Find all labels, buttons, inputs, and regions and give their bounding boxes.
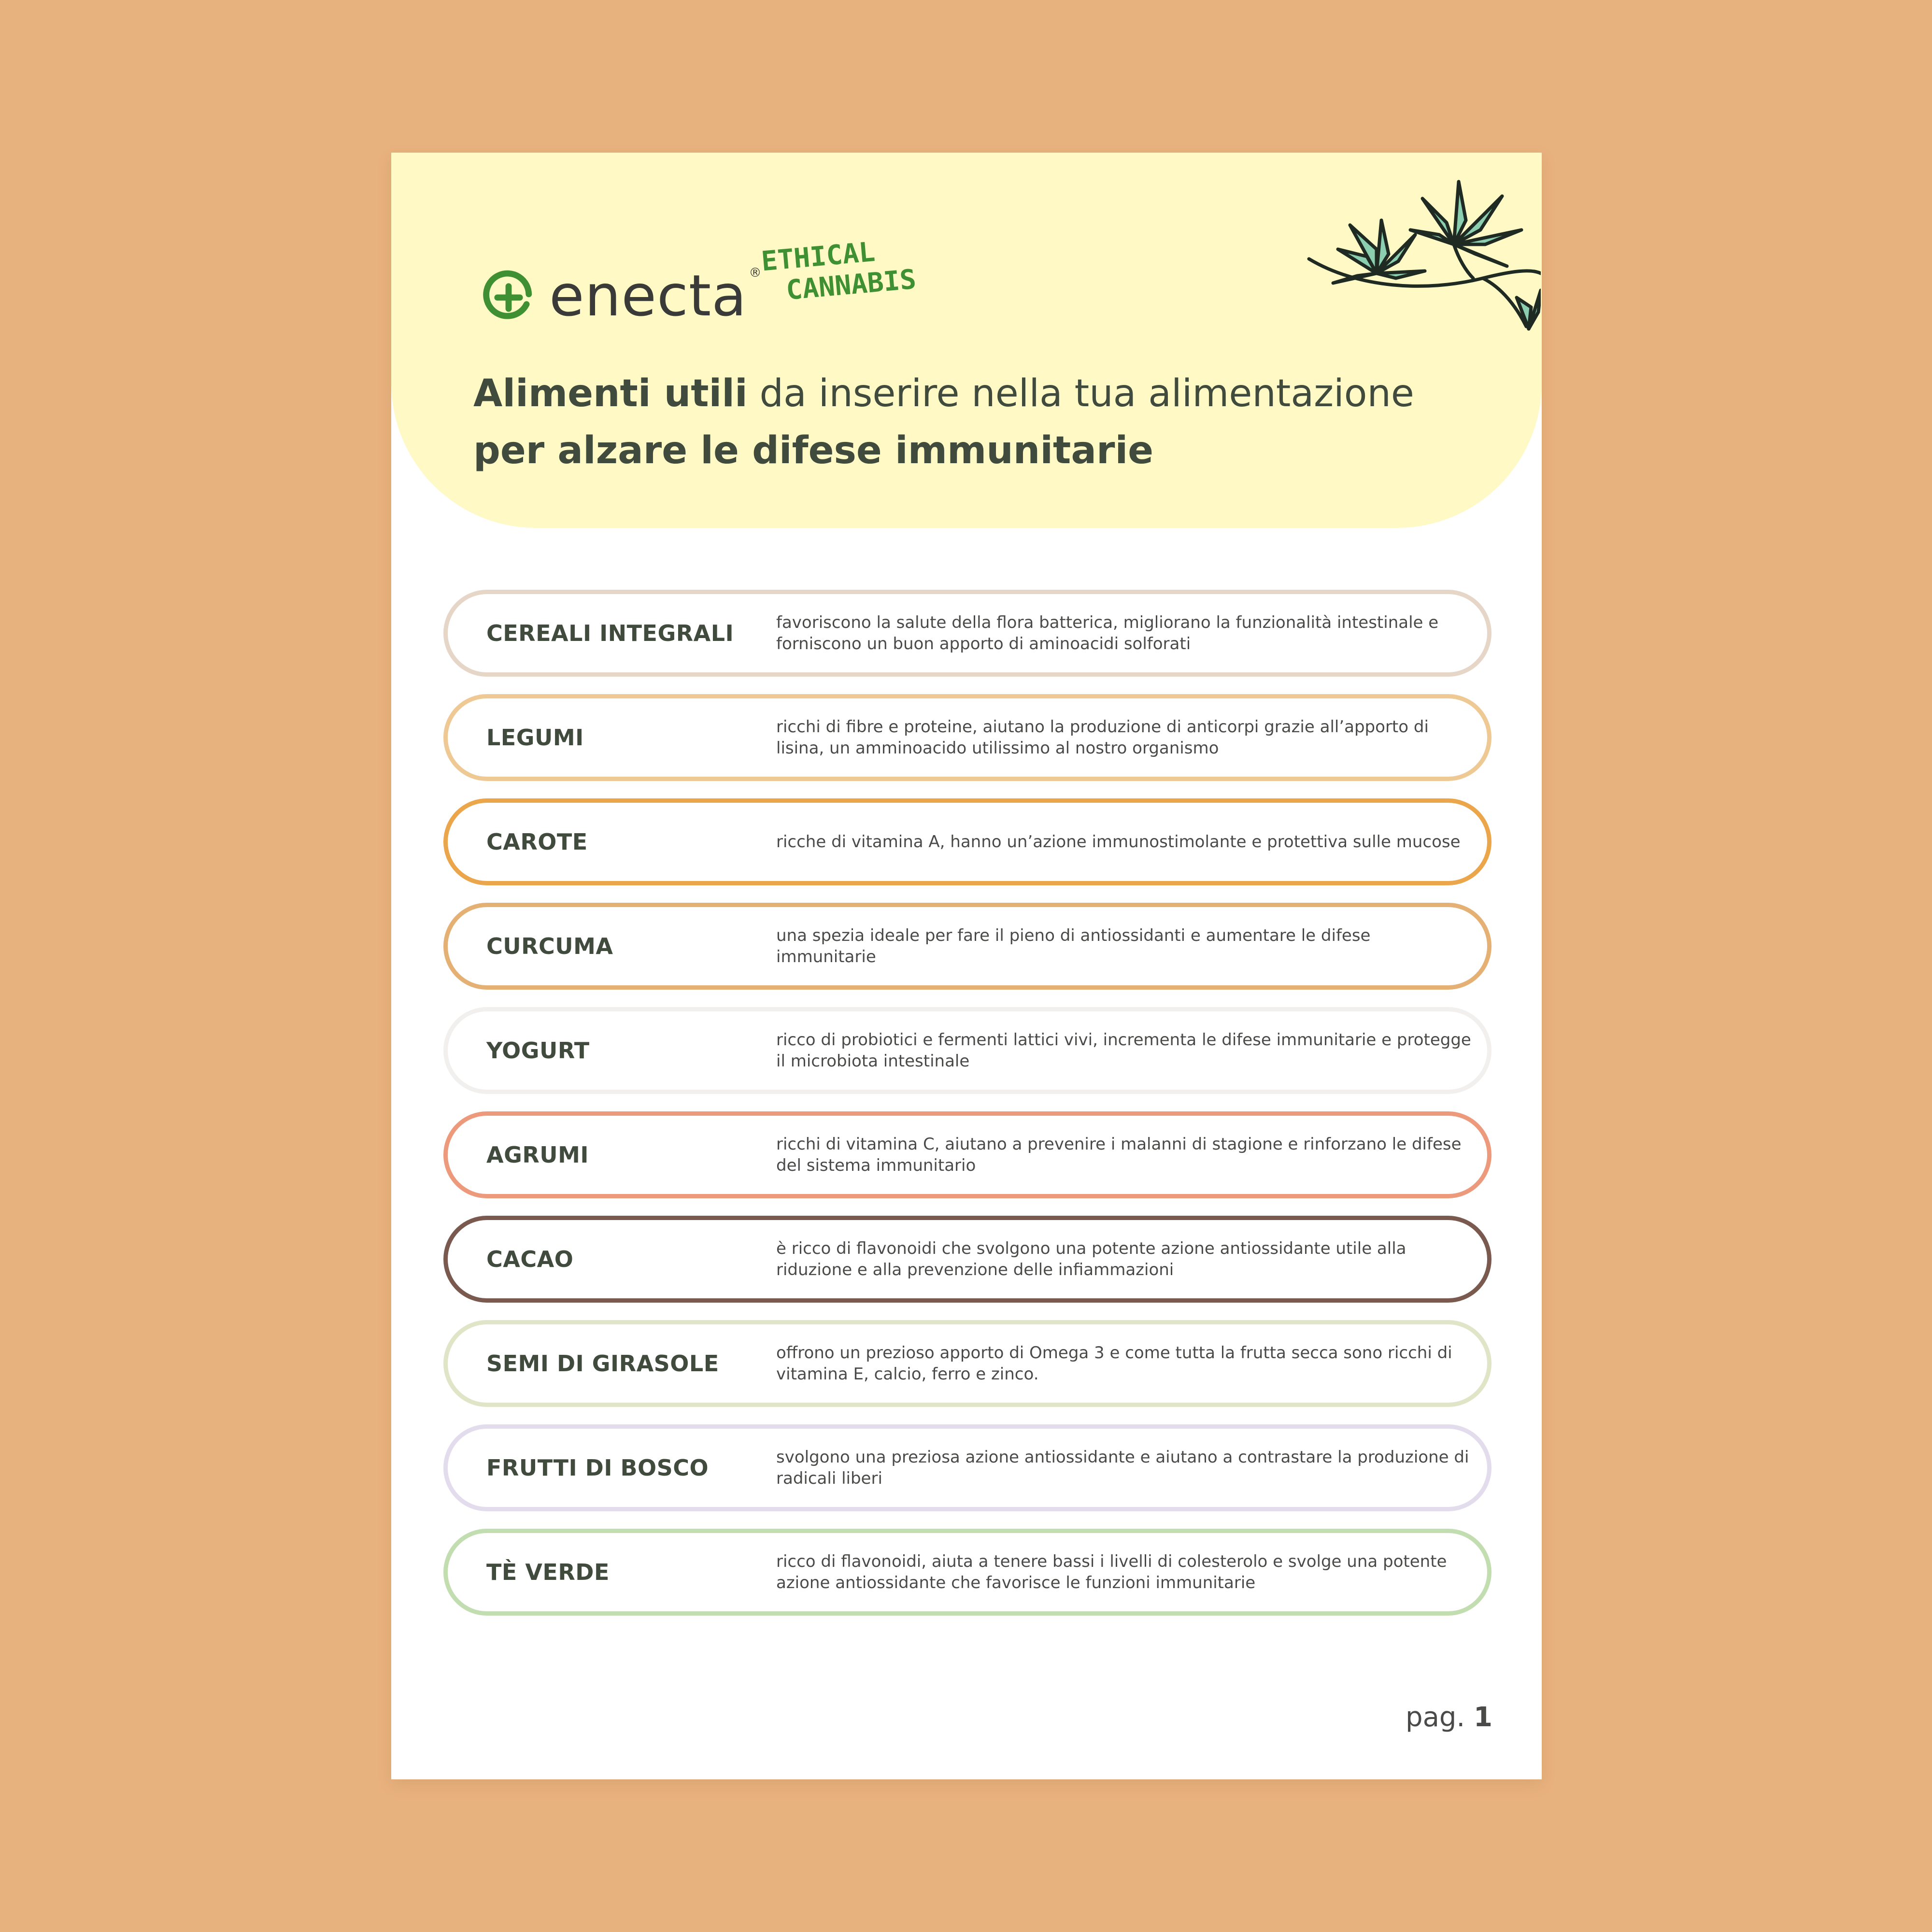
title-line-2 xyxy=(473,422,1488,479)
cannabis-leaves-icon xyxy=(1299,162,1541,346)
food-name: YOGURT xyxy=(486,1037,590,1064)
food-name: CEREALI INTEGRALI xyxy=(486,620,734,646)
food-description: ricco di probiotici e fermenti lattici vivi, incrementa le difese immunitarie e protegge il microbiota intestinale xyxy=(776,1030,1471,1071)
food-description: ricchi di vitamina C, aiutano a prevenire i malanni di stagione e rinforzano le difese del sistema immunitario xyxy=(776,1135,1462,1175)
food-name: CURCUMA xyxy=(486,933,613,959)
page-label: pag. xyxy=(1406,1702,1474,1733)
page-number xyxy=(1406,1702,1492,1733)
tagline-line-2: CANNABIS xyxy=(784,263,918,307)
food-row xyxy=(443,590,1492,677)
food-row xyxy=(443,798,1492,885)
page-number-value: 1 xyxy=(1474,1702,1492,1733)
food-row xyxy=(443,694,1492,781)
food-description: favoriscono la salute della flora batterica, migliorano la funzionalità intestinale e forniscono un buon apporto di aminoacidi solforati xyxy=(776,613,1439,653)
food-name: SEMI DI GIRASOLE xyxy=(486,1350,719,1377)
food-description: ricchi di fibre e proteine, aiutano la produzione di anticorpi grazie all’apporto di lisina, un amminoacido utilissimo al nostro organismo xyxy=(776,717,1429,758)
food-row xyxy=(443,1529,1492,1616)
document-page xyxy=(391,153,1542,1779)
food-row xyxy=(443,1007,1492,1094)
food-name: LEGUMI xyxy=(486,724,584,751)
food-description: una spezia ideale per fare il pieno di antiossidanti e aumentare le difese immunitarie xyxy=(776,926,1371,966)
title-regular-1: da inserire nella tua alimentazione xyxy=(747,372,1414,415)
food-name: TÈ VERDE xyxy=(486,1559,610,1585)
title-bold-2: per alzare le difese immunitarie xyxy=(473,429,1154,472)
food-row xyxy=(443,1111,1492,1198)
title-bold-1: Alimenti utili xyxy=(473,372,748,415)
food-description: è ricco di flavonoidi che svolgono una potente azione antiossidante utile alla riduzione e alla prevenzione delle infiammazioni xyxy=(776,1239,1406,1279)
food-name: CAROTE xyxy=(486,829,588,855)
food-description: ricco di flavonoidi, aiuta a tenere bassi i livelli di colesterolo e svolge una potente azione antiossidante che favorisce le funzioni immunitarie xyxy=(776,1552,1447,1592)
page-title xyxy=(473,365,1488,479)
food-row xyxy=(443,1320,1492,1407)
food-name: FRUTTI DI BOSCO xyxy=(486,1455,709,1481)
registered-mark: ® xyxy=(749,266,762,280)
food-description: offrono un prezioso apporto di Omega 3 e come tutta la frutta secca sono ricchi di vitamina E, calcio, ferro e zinco. xyxy=(776,1343,1452,1384)
brand-name: enecta xyxy=(549,262,747,329)
food-description: ricche di vitamina A, hanno un’azione immunostimolante e protettiva sulle mucose xyxy=(776,832,1461,852)
enecta-logo-icon xyxy=(481,270,537,326)
food-name: CACAO xyxy=(486,1246,574,1272)
title-line-1 xyxy=(473,365,1488,422)
enecta-logo xyxy=(481,249,761,346)
tagline-line-1: ETHICAL xyxy=(760,236,877,278)
food-name: AGRUMI xyxy=(486,1142,589,1168)
food-row xyxy=(443,903,1492,990)
food-row xyxy=(443,1424,1492,1511)
food-description: svolgono una preziosa azione antiossidante e aiutano a contrastare la produzione di radicali liberi xyxy=(776,1448,1469,1488)
brand-tagline xyxy=(760,233,926,324)
food-row xyxy=(443,1216,1492,1303)
